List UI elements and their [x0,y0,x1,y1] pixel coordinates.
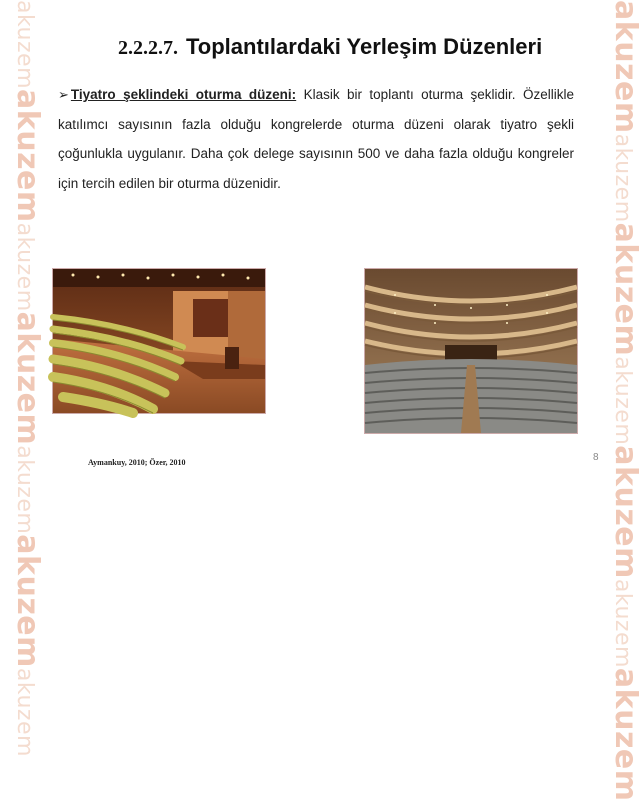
theatre-hall-photo [364,268,578,434]
conference-hall-image [53,269,265,413]
watermark-text: akuzem [10,89,45,223]
theatre-hall-image [365,269,577,433]
watermark-text: akuzem [608,667,643,802]
watermark-text: akuzem [608,222,643,357]
watermark-text: akuzem [12,0,37,90]
watermark-text: akuzem [610,356,635,446]
watermark-text: akuzem [12,667,37,757]
watermark-text: akuzem [608,445,643,579]
arrow-bullet-icon: ➢ [58,87,69,102]
watermark-text: akuzem [608,0,643,134]
bullet-lead: Tiyatro şeklindeki oturma düzeni: [70,87,297,102]
watermark-text: akuzem [10,311,45,446]
section-number: 2.2.2.7. [118,37,178,59]
watermark-text: akuzem [12,222,37,312]
watermark-right [604,0,643,802]
conference-hall-photo [52,268,266,414]
source-footnote: Aymankuy, 2010; Özer, 2010 [88,458,186,467]
watermark-text: akuzem [610,133,635,223]
slide-title [118,34,588,70]
watermark-text: akuzem [12,445,37,535]
body-text: Klasik bir toplantı oturma şeklidir. Özellikle katılımcı sayısının fazla olduğu kongrelerde oturma düzeni olarak tiyatro şekli çoğunlukla uygulanır. Daha çok delege sayısının 500 ve daha fazla olduğu kongreler için tercih edilen bir oturma düzenidir. [58,87,574,191]
watermark-left [0,0,45,757]
body-paragraph [58,80,574,198]
watermark-text: akuzem [610,578,635,668]
page-number: 8 [593,452,599,463]
watermark-text: akuzem [10,534,45,668]
page-title: Toplantılardaki Yerleşim Düzenleri [186,34,543,59]
